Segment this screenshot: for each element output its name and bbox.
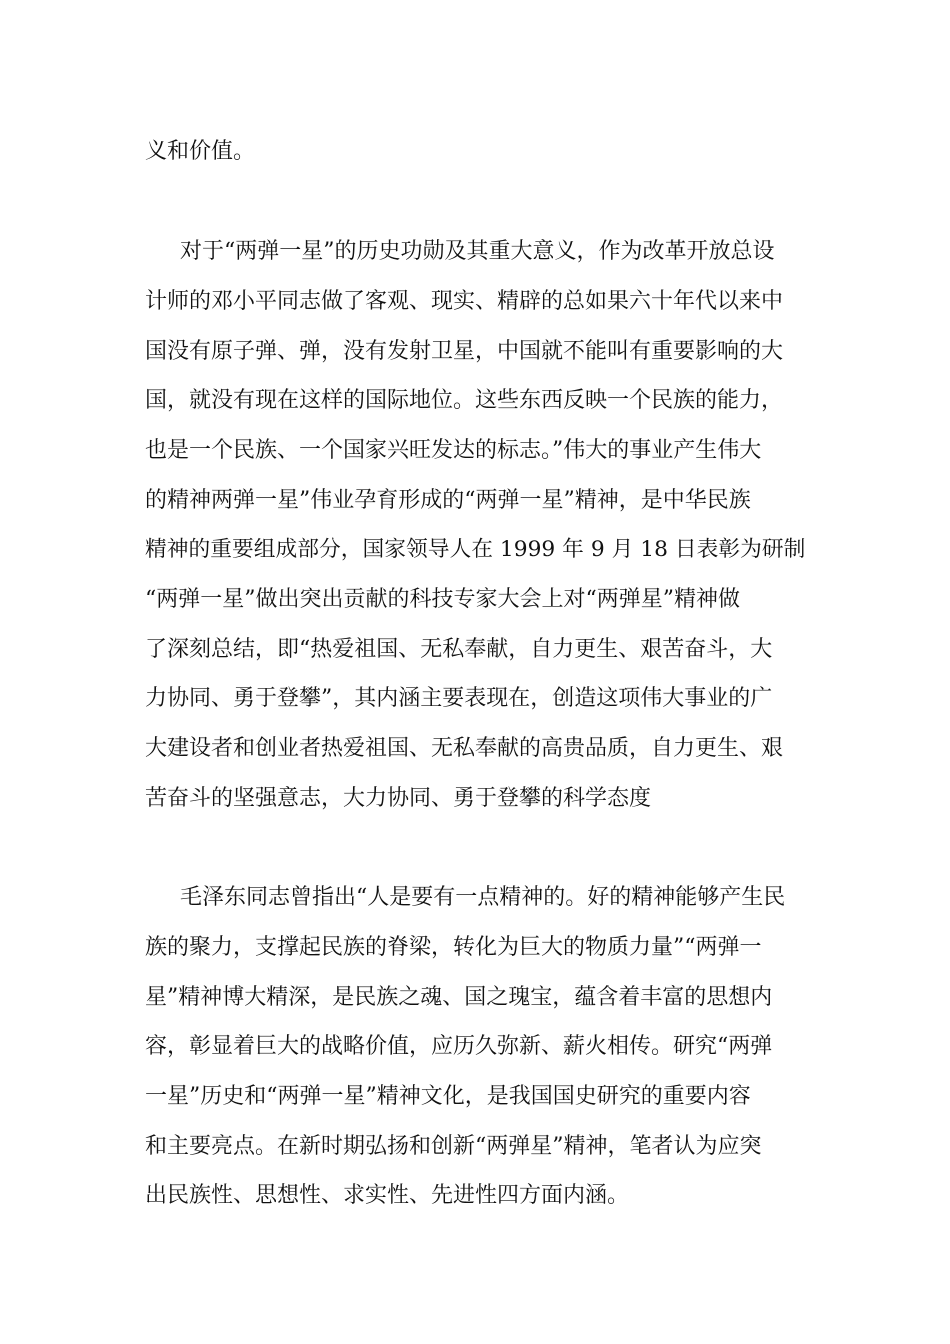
paragraph-1-line-6: 精神的重要组成部分，国家领导人在 1999 年 9 月 18 日表彰为研制 xyxy=(145,537,806,562)
paragraph-1-line-11: 苦奋斗的坚强意志，大力协同、勇于登攀的科学态度 xyxy=(145,786,652,811)
paragraph-1-line-7: “两弹一星”做出突出贡献的科技专家大会上对“两弹星”精神做 xyxy=(145,587,740,612)
paragraph-1-line-1: 计师的邓小平同志做了客观、现实、精辟的总如果六十年代以来中 xyxy=(145,289,784,314)
paragraph-2-line-4: 一星”历史和“两弹一星”精神文化，是我国国史研究的重要内容 xyxy=(145,1084,751,1109)
paragraph-1-line-8: 了深刻总结，即“热爱祖国、无私奉献，自力更生、艰苦奋斗，大 xyxy=(145,637,773,662)
paragraph-1-line-3: 国，就没有现在这样的国际地位。这些东西反映一个民族的能力， xyxy=(145,388,784,413)
paragraph-2-line-5: 和主要亮点。在新时期弘扬和创新“两弹星”精神，笔者认为应突 xyxy=(145,1134,762,1159)
paragraph-1-line-2: 国没有原子弹、弹，没有发射卫星，中国就不能叫有重要影响的大 xyxy=(145,339,784,364)
paragraph-2-line-2: 星”精神博大精深，是民族之魂、国之瑰宝，蕴含着丰富的思想内 xyxy=(145,985,773,1010)
paragraph-1-line-9: 力协同、勇于登攀”，其内涵主要表现在，创造这项伟大事业的广 xyxy=(145,686,773,711)
paragraph-1-line-5: 的精神两弹一星”伟业孕育形成的“两弹一星”精神，是中华民族 xyxy=(145,488,751,513)
paragraph-0-line-0: 义和价值。 xyxy=(145,139,256,164)
paragraph-1-line-10: 大建设者和创业者热爱祖国、无私奉献的高贵品质，自力更生、艰 xyxy=(145,736,784,761)
paragraph-1-line-4: 也是一个民族、一个国家兴旺发达的标志。”伟大的事业产生伟大 xyxy=(145,438,762,463)
paragraph-1-line-0: 对于“两弹一星”的历史功勋及其重大意义，作为改革开放总设 xyxy=(180,239,775,264)
paragraph-2-line-3: 容，彰显着巨大的战略价值，应历久弥新、薪火相传。研究“两弹 xyxy=(145,1034,773,1059)
paragraph-2-line-0: 毛泽东同志曾指出“人是要有一点精神的。好的精神能够产生民 xyxy=(180,885,786,910)
paragraph-2-line-1: 族的聚力，支撑起民族的脊梁，转化为巨大的物质力量”“两弹一 xyxy=(145,935,762,960)
paragraph-2-line-6: 出民族性、思想性、求实性、先进性四方面内涵。 xyxy=(145,1183,630,1208)
